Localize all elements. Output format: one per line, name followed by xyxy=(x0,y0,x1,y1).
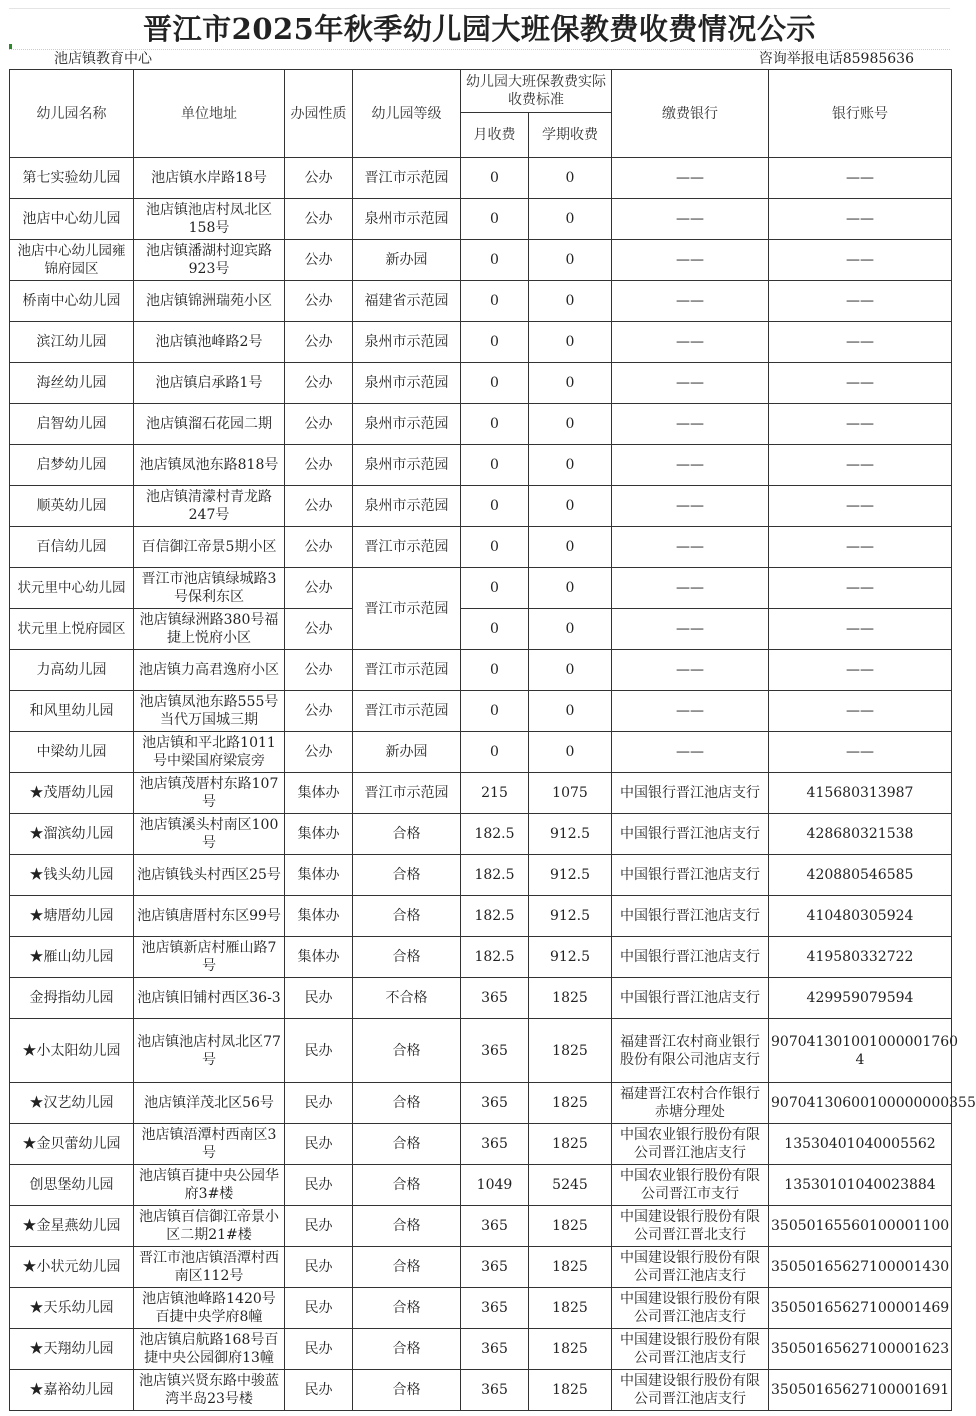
semester-fee-cell: 0 xyxy=(529,732,612,773)
account-cell: 410480305924 xyxy=(769,896,952,937)
account-cell: —— xyxy=(769,199,952,240)
name-cell: 池店中心幼儿园雍锦府园区 xyxy=(10,240,134,281)
monthly-fee-cell: 182.5 xyxy=(461,855,529,896)
bank-cell: —— xyxy=(612,158,769,199)
table-row xyxy=(10,1165,952,1206)
bank-cell: 福建晋江农村商业银行股份有限公司池店支行 xyxy=(612,1019,769,1083)
name-cell: 百信幼儿园 xyxy=(10,527,134,568)
grade-cell: 合格 xyxy=(353,937,461,978)
address-cell: 池店镇锦洲瑞苑小区 xyxy=(134,281,285,322)
address-cell: 池店镇凤池东路818号 xyxy=(134,445,285,486)
table-row xyxy=(10,568,952,609)
account-cell: 35050165560100001100 xyxy=(769,1206,952,1247)
monthly-fee-cell: 182.5 xyxy=(461,814,529,855)
header-account: 银行账号 xyxy=(769,70,952,158)
bank-cell: 中国建设银行股份有限公司晋江池店支行 xyxy=(612,1247,769,1288)
semester-fee-cell: 912.5 xyxy=(529,937,612,978)
monthly-fee-cell: 365 xyxy=(461,1083,529,1124)
grade-cell: 合格 xyxy=(353,814,461,855)
semester-fee-cell: 0 xyxy=(529,240,612,281)
monthly-fee-cell: 0 xyxy=(461,527,529,568)
table-row xyxy=(10,896,952,937)
name-cell: 创思堡幼儿园 xyxy=(10,1165,134,1206)
semester-fee-cell: 1825 xyxy=(529,1124,612,1165)
monthly-fee-cell: 0 xyxy=(461,650,529,691)
table-row xyxy=(10,814,952,855)
bank-cell: —— xyxy=(612,363,769,404)
grade-cell: 新办园 xyxy=(353,240,461,281)
bank-cell: 中国银行晋江池店支行 xyxy=(612,814,769,855)
nature-cell: 民办 xyxy=(285,1329,353,1370)
semester-fee-cell: 0 xyxy=(529,404,612,445)
semester-fee-cell: 912.5 xyxy=(529,896,612,937)
table-row xyxy=(10,363,952,404)
account-cell: —— xyxy=(769,322,952,363)
bank-cell: —— xyxy=(612,445,769,486)
account-cell: —— xyxy=(769,486,952,527)
semester-fee-cell: 0 xyxy=(529,527,612,568)
monthly-fee-cell: 0 xyxy=(461,486,529,527)
semester-fee-cell: 1825 xyxy=(529,1083,612,1124)
table-row xyxy=(10,281,952,322)
nature-cell: 集体办 xyxy=(285,896,353,937)
header-bank: 缴费银行 xyxy=(612,70,769,158)
nature-cell: 民办 xyxy=(285,1370,353,1411)
address-cell: 池店镇池峰路2号 xyxy=(134,322,285,363)
monthly-fee-cell: 0 xyxy=(461,609,529,650)
bank-cell: —— xyxy=(612,486,769,527)
address-cell: 池店镇池店村凤北区77号 xyxy=(134,1019,285,1083)
monthly-fee-cell: 365 xyxy=(461,1019,529,1083)
grade-cell: 晋江市示范园 xyxy=(353,568,461,650)
monthly-fee-cell: 0 xyxy=(461,363,529,404)
nature-cell: 公办 xyxy=(285,732,353,773)
account-cell: —— xyxy=(769,609,952,650)
account-cell: —— xyxy=(769,404,952,445)
monthly-fee-cell: 365 xyxy=(461,1124,529,1165)
address-cell: 池店镇百捷中央公园华府3#楼 xyxy=(134,1165,285,1206)
table-row xyxy=(10,240,952,281)
table-row xyxy=(10,1083,952,1124)
semester-fee-cell: 1075 xyxy=(529,773,612,814)
grade-cell: 晋江市示范园 xyxy=(353,158,461,199)
nature-cell: 公办 xyxy=(285,240,353,281)
table-row xyxy=(10,773,952,814)
account-cell: —— xyxy=(769,691,952,732)
name-cell: ★天乐幼儿园 xyxy=(10,1288,134,1329)
name-cell: 状元里中心幼儿园 xyxy=(10,568,134,609)
name-cell: ★嘉裕幼儿园 xyxy=(10,1370,134,1411)
nature-cell: 公办 xyxy=(285,486,353,527)
name-cell: ★塘厝幼儿园 xyxy=(10,896,134,937)
grade-cell: 晋江市示范园 xyxy=(353,773,461,814)
grade-cell: 泉州市示范园 xyxy=(353,404,461,445)
nature-cell: 公办 xyxy=(285,404,353,445)
bank-cell: 中国建设银行股份有限公司晋江池店支行 xyxy=(612,1288,769,1329)
address-cell: 池店镇清濛村青龙路247号 xyxy=(134,486,285,527)
monthly-fee-cell: 0 xyxy=(461,199,529,240)
bank-cell: 中国银行晋江池店支行 xyxy=(612,855,769,896)
grade-cell: 泉州市示范园 xyxy=(353,486,461,527)
account-cell: 13530401040005562 xyxy=(769,1124,952,1165)
grade-cell: 晋江市示范园 xyxy=(353,650,461,691)
nature-cell: 民办 xyxy=(285,1019,353,1083)
grade-cell: 合格 xyxy=(353,1019,461,1083)
table-row xyxy=(10,1329,952,1370)
monthly-fee-cell: 182.5 xyxy=(461,937,529,978)
semester-fee-cell: 0 xyxy=(529,363,612,404)
address-cell: 池店镇唐厝村东区99号 xyxy=(134,896,285,937)
account-cell: 35050165627100001430 xyxy=(769,1247,952,1288)
nature-cell: 民办 xyxy=(285,1206,353,1247)
monthly-fee-cell: 0 xyxy=(461,732,529,773)
monthly-fee-cell: 0 xyxy=(461,281,529,322)
semester-fee-cell: 912.5 xyxy=(529,814,612,855)
issuer-label: 池店镇教育中心 xyxy=(54,51,152,67)
grade-cell: 合格 xyxy=(353,1206,461,1247)
account-cell: —— xyxy=(769,732,952,773)
monthly-fee-cell: 0 xyxy=(461,240,529,281)
address-cell: 池店镇溪头村南区100号 xyxy=(134,814,285,855)
address-cell: 晋江市池店镇绿城路3号保利东区 xyxy=(134,568,285,609)
semester-fee-cell: 0 xyxy=(529,486,612,527)
semester-fee-cell: 0 xyxy=(529,199,612,240)
grade-cell: 合格 xyxy=(353,1165,461,1206)
monthly-fee-cell: 365 xyxy=(461,1288,529,1329)
address-cell: 池店镇绿洲路380号福捷上悦府小区 xyxy=(134,609,285,650)
account-cell: —— xyxy=(769,568,952,609)
nature-cell: 公办 xyxy=(285,158,353,199)
grade-cell: 合格 xyxy=(353,855,461,896)
monthly-fee-cell: 0 xyxy=(461,568,529,609)
nature-cell: 公办 xyxy=(285,650,353,691)
address-cell: 池店镇力高君逸府小区 xyxy=(134,650,285,691)
account-cell: 429959079594 xyxy=(769,978,952,1019)
table-row xyxy=(10,158,952,199)
name-cell: ★茂厝幼儿园 xyxy=(10,773,134,814)
name-cell: 金拇指幼儿园 xyxy=(10,978,134,1019)
header-fee-group: 幼儿园大班保教费实际收费标准 xyxy=(461,70,612,113)
bank-cell: —— xyxy=(612,650,769,691)
account-cell: —— xyxy=(769,650,952,691)
table-row xyxy=(10,527,952,568)
nature-cell: 民办 xyxy=(285,1124,353,1165)
grade-cell: 不合格 xyxy=(353,978,461,1019)
name-cell: 顺英幼儿园 xyxy=(10,486,134,527)
address-cell: 池店镇启航路168号百捷中央公园御府13幢 xyxy=(134,1329,285,1370)
semester-fee-cell: 912.5 xyxy=(529,855,612,896)
nature-cell: 民办 xyxy=(285,978,353,1019)
nature-cell: 公办 xyxy=(285,281,353,322)
name-cell: ★汉艺幼儿园 xyxy=(10,1083,134,1124)
table-row xyxy=(10,1288,952,1329)
account-cell: 13530101040023884 xyxy=(769,1165,952,1206)
bank-cell: 中国建设银行股份有限公司晋江晋北支行 xyxy=(612,1206,769,1247)
name-cell: 池店中心幼儿园 xyxy=(10,199,134,240)
address-cell: 池店镇溜石花园二期 xyxy=(134,404,285,445)
account-cell: —— xyxy=(769,363,952,404)
monthly-fee-cell: 182.5 xyxy=(461,896,529,937)
account-cell: —— xyxy=(769,158,952,199)
header-semester: 学期收费 xyxy=(529,113,612,158)
nature-cell: 公办 xyxy=(285,322,353,363)
semester-fee-cell: 1825 xyxy=(529,1019,612,1083)
table-row xyxy=(10,1019,952,1083)
monthly-fee-cell: 365 xyxy=(461,1329,529,1370)
nature-cell: 民办 xyxy=(285,1288,353,1329)
grade-cell: 泉州市示范园 xyxy=(353,363,461,404)
nature-cell: 集体办 xyxy=(285,814,353,855)
address-cell: 池店镇凤池东路555号当代万国城三期 xyxy=(134,691,285,732)
bank-cell: 中国银行晋江池店支行 xyxy=(612,937,769,978)
grade-cell: 合格 xyxy=(353,1288,461,1329)
header-monthly: 月收费 xyxy=(461,113,529,158)
name-cell: ★钱头幼儿园 xyxy=(10,855,134,896)
account-cell: —— xyxy=(769,445,952,486)
nature-cell: 民办 xyxy=(285,1165,353,1206)
account-cell: —— xyxy=(769,240,952,281)
grade-cell: 晋江市示范园 xyxy=(353,691,461,732)
semester-fee-cell: 1825 xyxy=(529,1288,612,1329)
grade-cell: 福建省示范园 xyxy=(353,281,461,322)
name-cell: ★金星燕幼儿园 xyxy=(10,1206,134,1247)
grade-cell: 泉州市示范园 xyxy=(353,322,461,363)
address-cell: 池店镇池店村凤北区158号 xyxy=(134,199,285,240)
semester-fee-cell: 1825 xyxy=(529,1247,612,1288)
grade-cell: 合格 xyxy=(353,1247,461,1288)
account-cell: 35050165627100001623 xyxy=(769,1329,952,1370)
monthly-fee-cell: 365 xyxy=(461,1206,529,1247)
grade-cell: 合格 xyxy=(353,1370,461,1411)
grade-cell: 泉州市示范园 xyxy=(353,445,461,486)
semester-fee-cell: 1825 xyxy=(529,1329,612,1370)
table-row xyxy=(10,1247,952,1288)
address-cell: 池店镇潘湖村迎宾路923号 xyxy=(134,240,285,281)
header-address: 单位地址 xyxy=(134,70,285,158)
bank-cell: 福建晋江农村合作银行赤塘分理处 xyxy=(612,1083,769,1124)
bank-cell: 中国银行晋江池店支行 xyxy=(612,896,769,937)
account-cell: 35050165627100001691 xyxy=(769,1370,952,1411)
table-row xyxy=(10,609,952,650)
nature-cell: 公办 xyxy=(285,568,353,609)
table-row xyxy=(10,1370,952,1411)
table-row xyxy=(10,691,952,732)
name-cell: ★雁山幼儿园 xyxy=(10,937,134,978)
address-cell: 池店镇茂厝村东路107号 xyxy=(134,773,285,814)
name-cell: ★溜滨幼儿园 xyxy=(10,814,134,855)
table-row xyxy=(10,937,952,978)
name-cell: ★天翔幼儿园 xyxy=(10,1329,134,1370)
name-cell: 状元里上悦府园区 xyxy=(10,609,134,650)
page-title: 晋江市2025年秋季幼儿园大班保教费收费情况公示 xyxy=(9,8,950,50)
nature-cell: 民办 xyxy=(285,1083,353,1124)
table-row xyxy=(10,855,952,896)
nature-cell: 集体办 xyxy=(285,855,353,896)
grade-cell: 合格 xyxy=(353,896,461,937)
account-cell: 428680321538 xyxy=(769,814,952,855)
semester-fee-cell: 0 xyxy=(529,281,612,322)
address-cell: 池店镇洋茂北区56号 xyxy=(134,1083,285,1124)
address-cell: 池店镇浯潭村西南区3号 xyxy=(134,1124,285,1165)
name-cell: 启梦幼儿园 xyxy=(10,445,134,486)
account-cell: 35050165627100001469 xyxy=(769,1288,952,1329)
name-cell: 海丝幼儿园 xyxy=(10,363,134,404)
monthly-fee-cell: 365 xyxy=(461,978,529,1019)
account-cell: —— xyxy=(769,527,952,568)
monthly-fee-cell: 1049 xyxy=(461,1165,529,1206)
hotline-label: 咨询举报电话85985636 xyxy=(758,51,914,67)
nature-cell: 公办 xyxy=(285,691,353,732)
cell-marker xyxy=(9,44,12,49)
nature-cell: 公办 xyxy=(285,363,353,404)
monthly-fee-cell: 215 xyxy=(461,773,529,814)
semester-fee-cell: 0 xyxy=(529,158,612,199)
account-cell: —— xyxy=(769,281,952,322)
semester-fee-cell: 0 xyxy=(529,650,612,691)
nature-cell: 民办 xyxy=(285,1247,353,1288)
grade-cell: 新办园 xyxy=(353,732,461,773)
grade-cell: 合格 xyxy=(353,1329,461,1370)
table-row xyxy=(10,199,952,240)
name-cell: ★小状元幼儿园 xyxy=(10,1247,134,1288)
bank-cell: —— xyxy=(612,527,769,568)
table-row xyxy=(10,486,952,527)
monthly-fee-cell: 0 xyxy=(461,158,529,199)
bank-cell: 中国农业银行股份有限公司晋江市支行 xyxy=(612,1165,769,1206)
bank-cell: —— xyxy=(612,404,769,445)
bank-cell: —— xyxy=(612,568,769,609)
address-cell: 池店镇和平北路1011号中梁国府梁宸旁 xyxy=(134,732,285,773)
name-cell: 启智幼儿园 xyxy=(10,404,134,445)
name-cell: 中梁幼儿园 xyxy=(10,732,134,773)
nature-cell: 公办 xyxy=(285,199,353,240)
grade-cell: 合格 xyxy=(353,1124,461,1165)
address-cell: 池店镇兴贤东路中骏蓝湾半岛23号楼 xyxy=(134,1370,285,1411)
name-cell: ★小太阳幼儿园 xyxy=(10,1019,134,1083)
account-cell: 90704130600100000000355 xyxy=(769,1083,952,1124)
table-row xyxy=(10,322,952,363)
table-row xyxy=(10,732,952,773)
semester-fee-cell: 5245 xyxy=(529,1165,612,1206)
bank-cell: 中国农业银行股份有限公司晋江池店支行 xyxy=(612,1124,769,1165)
semester-fee-cell: 0 xyxy=(529,568,612,609)
address-cell: 百信御江帝景5期小区 xyxy=(134,527,285,568)
name-cell: 桥南中心幼儿园 xyxy=(10,281,134,322)
name-cell: 第七实验幼儿园 xyxy=(10,158,134,199)
semester-fee-cell: 0 xyxy=(529,322,612,363)
monthly-fee-cell: 0 xyxy=(461,404,529,445)
bank-cell: —— xyxy=(612,609,769,650)
fee-table xyxy=(9,69,976,1411)
address-cell: 晋江市池店镇浯潭村西南区112号 xyxy=(134,1247,285,1288)
bank-cell: 中国建设银行股份有限公司晋江池店支行 xyxy=(612,1370,769,1411)
name-cell: 滨江幼儿园 xyxy=(10,322,134,363)
monthly-fee-cell: 0 xyxy=(461,445,529,486)
address-cell: 池店镇百信御江帝景小区二期21#楼 xyxy=(134,1206,285,1247)
monthly-fee-cell: 365 xyxy=(461,1247,529,1288)
table-row xyxy=(10,445,952,486)
table-row xyxy=(10,978,952,1019)
semester-fee-cell: 1825 xyxy=(529,1370,612,1411)
grade-cell: 晋江市示范园 xyxy=(353,527,461,568)
bank-cell: —— xyxy=(612,322,769,363)
table-row xyxy=(10,1206,952,1247)
semester-fee-cell: 1825 xyxy=(529,978,612,1019)
semester-fee-cell: 0 xyxy=(529,609,612,650)
bank-cell: —— xyxy=(612,199,769,240)
account-cell: 420880546585 xyxy=(769,855,952,896)
account-cell: 419580332722 xyxy=(769,937,952,978)
bank-cell: —— xyxy=(612,691,769,732)
header-nature: 办园性质 xyxy=(285,70,353,158)
header-name: 幼儿园名称 xyxy=(10,70,134,158)
name-cell: 和风里幼儿园 xyxy=(10,691,134,732)
table-row xyxy=(10,1124,952,1165)
nature-cell: 公办 xyxy=(285,527,353,568)
address-cell: 池店镇新店村雁山路7号 xyxy=(134,937,285,978)
nature-cell: 公办 xyxy=(285,445,353,486)
address-cell: 池店镇旧铺村西区36-3 xyxy=(134,978,285,1019)
address-cell: 池店镇水岸路18号 xyxy=(134,158,285,199)
semester-fee-cell: 0 xyxy=(529,445,612,486)
grade-cell: 合格 xyxy=(353,1083,461,1124)
nature-cell: 集体办 xyxy=(285,937,353,978)
nature-cell: 公办 xyxy=(285,609,353,650)
bank-cell: 中国银行晋江池店支行 xyxy=(612,773,769,814)
name-cell: 力高幼儿园 xyxy=(10,650,134,691)
table-row xyxy=(10,650,952,691)
grade-cell: 泉州市示范园 xyxy=(353,199,461,240)
name-cell: ★金贝蕾幼儿园 xyxy=(10,1124,134,1165)
monthly-fee-cell: 365 xyxy=(461,1370,529,1411)
nature-cell: 集体办 xyxy=(285,773,353,814)
address-cell: 池店镇池峰路1420号百捷中央学府8幢 xyxy=(134,1288,285,1329)
monthly-fee-cell: 0 xyxy=(461,322,529,363)
address-cell: 池店镇钱头村西区25号 xyxy=(134,855,285,896)
monthly-fee-cell: 0 xyxy=(461,691,529,732)
bank-cell: —— xyxy=(612,281,769,322)
semester-fee-cell: 0 xyxy=(529,691,612,732)
bank-cell: —— xyxy=(612,732,769,773)
bank-cell: 中国建设银行股份有限公司晋江池店支行 xyxy=(612,1329,769,1370)
address-cell: 池店镇启承路1号 xyxy=(134,363,285,404)
bank-cell: —— xyxy=(612,240,769,281)
account-cell: 907041301001000001760​4 xyxy=(769,1019,952,1083)
account-cell: 415680313987 xyxy=(769,773,952,814)
header-grade: 幼儿园等级 xyxy=(353,70,461,158)
bank-cell: 中国银行晋江池店支行 xyxy=(612,978,769,1019)
table-row xyxy=(10,404,952,445)
semester-fee-cell: 1825 xyxy=(529,1206,612,1247)
